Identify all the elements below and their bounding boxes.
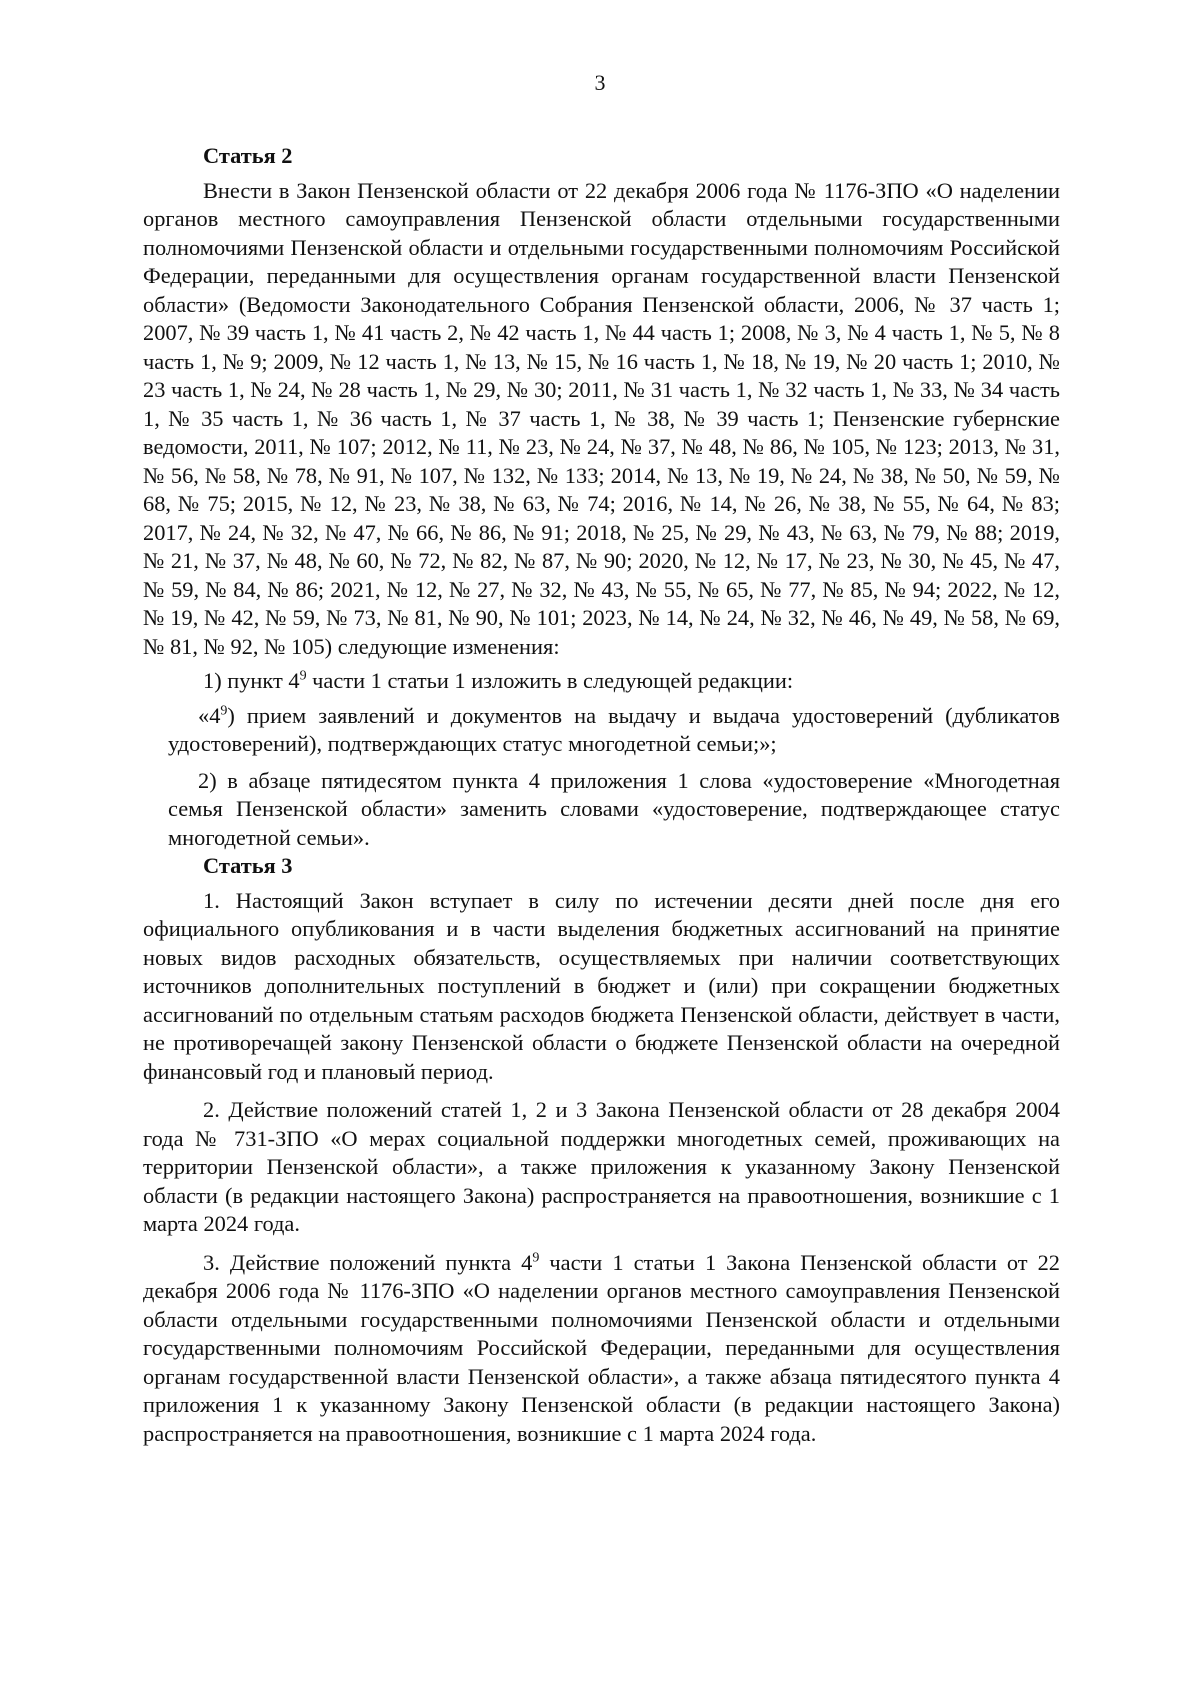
article-2-heading: Статья 2 bbox=[203, 143, 293, 168]
article-2-item-1-end: части 1 статьи 1 изложить в следующей редакции: bbox=[306, 668, 794, 693]
article-3-paragraph-2: 2. Действие положений статей 1, 2 и 3 Закона Пензенской области от 28 декабря 2004 года № 731-ЗПО «О мерах социальной поддержки многодетных семей, проживающих на территории Пензенской области», а также приложения к указанному Закону Пензенской области (в редакции настоящего Закона) распространяется на правоотношения, возникшие с 1 марта 2024 года. bbox=[143, 1097, 1060, 1236]
article-2-item-2: 2) в абзаце пятидесятом пункта 4 приложения 1 слова «удостоверение «Многодетная семья Пензенской области» заменить словами «удостоверение, подтверждающее статус многодетной семьи». bbox=[168, 767, 1060, 850]
article-3-paragraph-3-start: 3. Действие положений пункта 4 bbox=[203, 1249, 533, 1275]
article-2-quote-end: ) прием заявлений и документов на выдачу и выдача удостоверений (дубликатов удостоверений), подтверждающих статус многодетной семьи;»; bbox=[168, 702, 1060, 756]
article-3-section bbox=[143, 852, 1060, 1448]
article-3-paragraph-3-sup: 9 bbox=[532, 1250, 540, 1266]
article-2-intro: Внести в Закон Пензенской области от 22 декабря 2006 года № 1176-ЗПО «О наделении органов местного самоуправления Пензенской области отдельными государственными полномочиями Пензенской области и отдельными государственными полномочиям Российской Федерации, переданными для осуществления органам государственной власти Пензенской области» (Ведомости Законодательного Собрания Пензенской области, 2006, № 37 часть 1; 2007, № 39 часть 1, № 41 часть 2, № 42 часть 1, № 44 часть 1; 2008, № 3, № 4 часть 1, № 5, № 8 часть 1, № 9; 2009, № 12 часть 1, № 13, № 15, № 16 часть 1, № 18, № 19, № 20 часть 1; 2010, № 23 часть 1, № 24, № 28 часть 1, № 29, № 30; 2011, № 31 часть 1, № 32 часть 1, № 33, № 34 часть 1, № 35 часть 1, № 36 часть 1, № 37 часть 1, № 38, № 39 часть 1; Пензенские губернские ведомости, 2011, № 107; 2012, № 11, № 23, № 24, № 37, № 48, № 86, № 105, № 123; 2013, № 31, № 56, № 58, № 78, № 91, № 107, № 132, № 133; 2014, № 13, № 19, № 24, № 38, № 50, № 59, № 68, № 75; 2015, № 12, № 23, № 38, № 63, № 74; 2016, № 14, № 26, № 38, № 55, № 64, № 83; 2017, № 24, № 32, № 47, № 66, № 86, № 91; 2018, № 25, № 29, № 43, № 63, № 79, № 88; 2019, № 21, № 37, № 48, № 60, № 72, № 82, № 87, № 90; 2020, № 12, № 17, № 23, № 30, № 45, № 47, № 59, № 84, № 86; 2021, № 12, № 27, № 32, № 43, № 55, № 65, № 77, № 85, № 94; 2022, № 12, № 19, № 42, № 59, № 73, № 81, № 90, № 101; 2023, № 14, № 24, № 32, № 46, № 49, № 58, № 69, № 81, № 92, № 105) следующие изменения: bbox=[143, 177, 1060, 659]
article-2-quote bbox=[168, 702, 1060, 759]
article-2-item-1 bbox=[143, 667, 1060, 696]
page-number: 3 bbox=[594, 70, 606, 95]
article-2-item-1-sup: 9 bbox=[299, 668, 307, 684]
article-3-paragraph-1: 1. Настоящий Закон вступает в силу по истечении десяти дней после дня его официального опубликования и в части выделения бюджетных ассигнований на принятие новых видов расходных обязательств, осуществляемых при наличии соответствующих источников дополнительных поступлений в бюджет и (или) при сокращении бюджетных ассигнований по отдельным статьям расходов бюджета Пензенской области, действует в части, не противоречащей закону Пензенской области о бюджете Пензенской области на очередной финансовый год и плановый период. bbox=[143, 887, 1060, 1084]
article-2-section bbox=[143, 142, 1060, 852]
article-2-quote-start: «4 bbox=[198, 702, 221, 728]
article-2-quote-sup: 9 bbox=[220, 703, 228, 719]
article-3-heading: Статья 3 bbox=[203, 853, 293, 878]
article-2-item-1-start: 1) пункт 4 bbox=[203, 668, 300, 693]
article-3-paragraph-3 bbox=[143, 1249, 1060, 1449]
article-3-paragraph-3-end: части 1 статьи 1 Закона Пензенской области от 22 декабря 2006 года № 1176-ЗПО «О наделении органов местного самоуправления Пензенской области отдельными государственными полномочиями Пензенской области и отдельными государственными полномочиям Российской Федерации, переданными для осуществления органам государственной власти Пензенской области», а также абзаца пятидесятого пункта 4 приложения 1 к указанному Закону Пензенской области (в редакции настоящего Закона) распространяется на правоотношения, возникшие с 1 марта 2024 года. bbox=[143, 1249, 1060, 1446]
